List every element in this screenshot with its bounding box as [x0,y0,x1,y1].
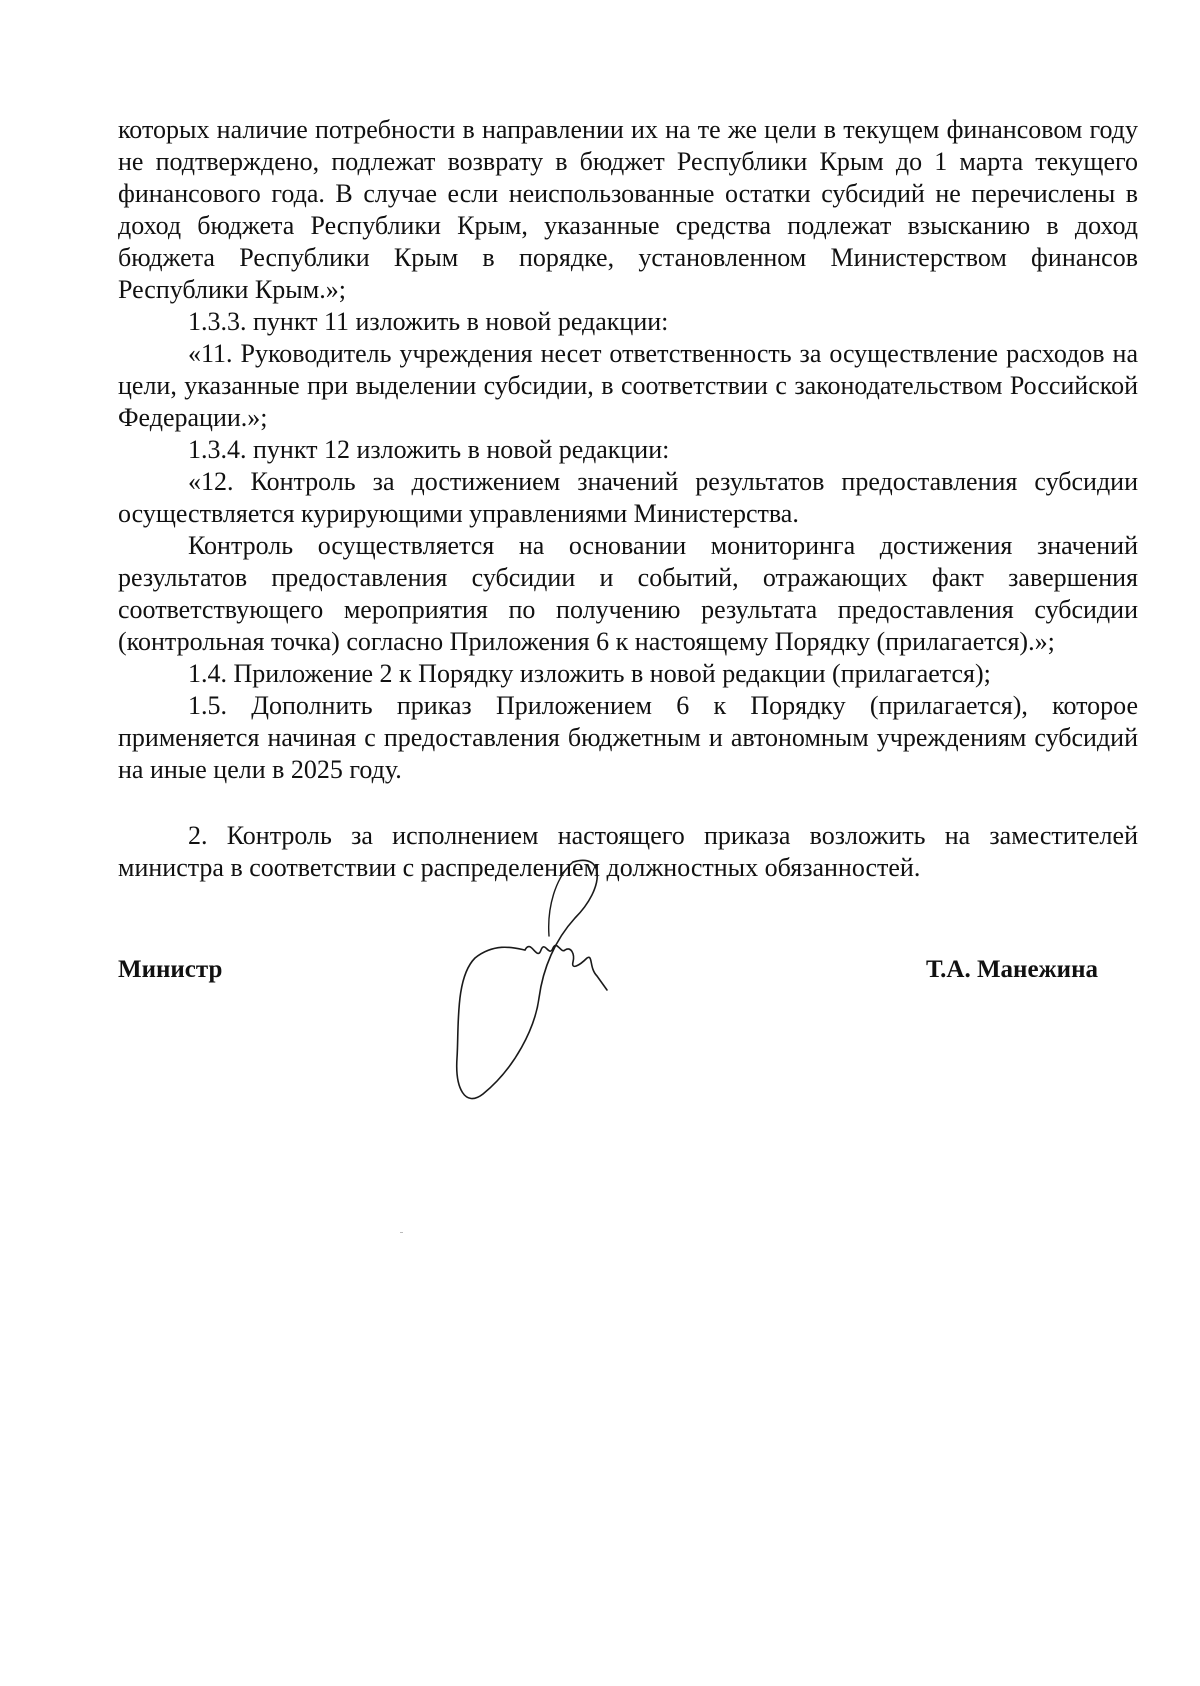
paragraph-item-1-3-4: 1.3.4. пункт 12 изложить в новой редакции: [188,435,670,464]
paragraph-item-2: 2. Контроль за исполнением настоящего приказа возложить на заместителей министра в соответствии с распределением должностных обязанностей. [118,821,1138,882]
paragraph-point-11: «11. Руководитель учреждения несет ответственность за осуществление расходов на цели, указанные при выделении субсидии, в соответствии с законодательством Российской Федерации.»; [118,339,1138,432]
paragraph-item-1-5: 1.5. Дополнить приказ Приложением 6 к Порядку (прилагается), которое применяется начиная с предоставления бюджетным и автономным учреждениям субсидий на иные цели в 2025 году. [118,691,1138,784]
paragraph-point-12: «12. Контроль за достижением значений результатов предоставления субсидии осуществляется курирующими управлениями Министерства. [118,467,1138,528]
paragraph-continuation: которых наличие потребности в направлении их на те же цели в текущем финансовом году не подтверждено, подлежат возврату в бюджет Республики Крым до 1 марта текущего финансового года. В случае если неиспользованные остатки субсидий не перечислены в доход бюджета Республики Крым, указанные средства подлежат взысканию в доход бюджета Республики Крым в порядке, установленном Министерством финансов Республики Крым.»; [118,115,1138,304]
signatory-name: Т.А. Манежина [925,956,1098,983]
signatory-title: Министр [118,956,223,983]
handwritten-signature [455,858,635,1118]
document-body [118,114,1138,884]
paragraph-item-1-3-3: 1.3.3. пункт 11 изложить в новой редакции: [188,307,669,336]
paragraph-control-monitoring: Контроль осуществляется на основании мониторинга достижения значений результатов предоставления субсидии и событий, отражающих факт завершения соответствующего мероприятия по получению результата предоставления субсидии (контрольная точка) согласно Приложения 6 к настоящему Порядку (прилагается).»; [118,531,1138,656]
paragraph-item-1-4: 1.4. Приложение 2 к Порядку изложить в новой редакции (прилагается); [188,659,991,688]
paragraph-spacer [118,786,1138,820]
scan-artifact [400,1232,403,1233]
